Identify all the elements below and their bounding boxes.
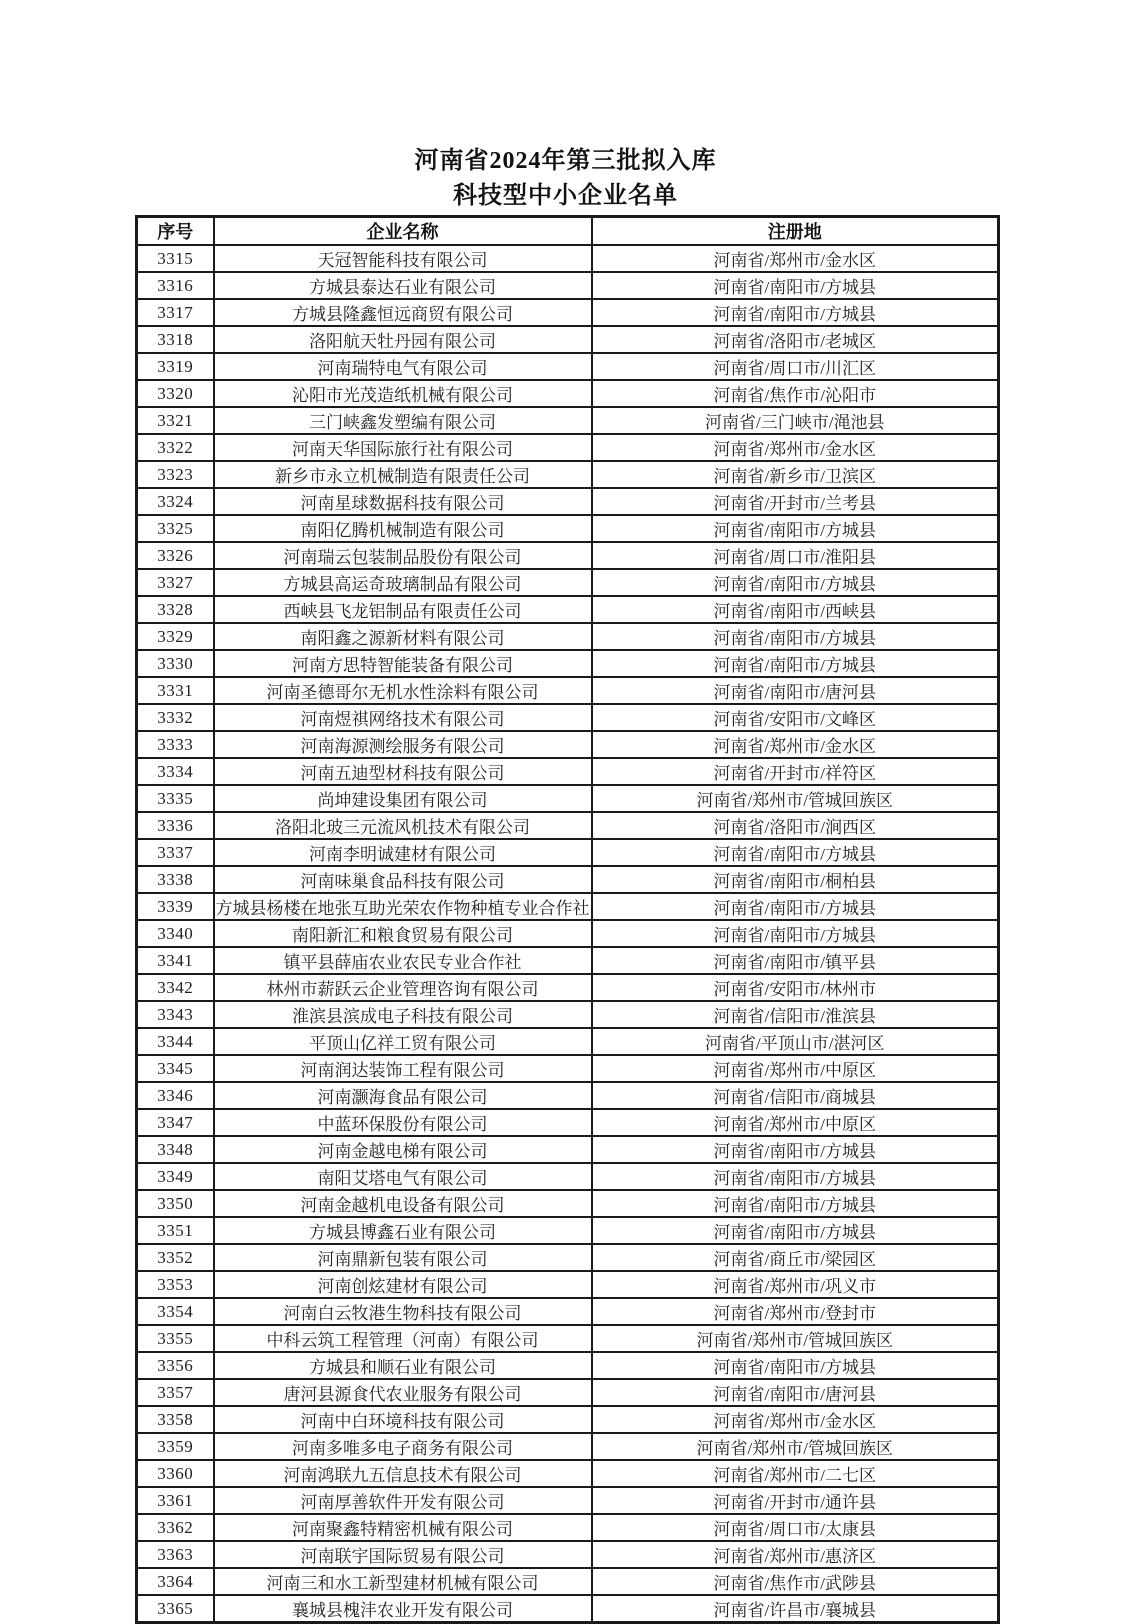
location-cell: 河南省/南阳市/方城县 [592, 650, 999, 677]
company-name-cell: 河南创炫建材有限公司 [214, 1271, 592, 1298]
location-cell: 河南省/南阳市/镇平县 [592, 947, 999, 974]
document-title [0, 144, 1131, 214]
serial-cell: 3355 [137, 1325, 214, 1352]
company-name-cell: 河南白云牧港生物科技有限公司 [214, 1298, 592, 1325]
location-cell: 河南省/南阳市/方城县 [592, 299, 999, 326]
serial-cell: 3350 [137, 1190, 214, 1217]
location-cell: 河南省/郑州市/金水区 [592, 434, 999, 461]
serial-cell: 3352 [137, 1244, 214, 1271]
company-name-cell: 河南方思特智能装备有限公司 [214, 650, 592, 677]
serial-cell: 3335 [137, 785, 214, 812]
location-cell: 河南省/南阳市/方城县 [592, 623, 999, 650]
serial-cell: 3327 [137, 569, 214, 596]
table-row [137, 1541, 999, 1568]
serial-cell: 3341 [137, 947, 214, 974]
table-row [137, 272, 999, 299]
serial-cell: 3329 [137, 623, 214, 650]
title-line-2: 科技型中小企业名单 [453, 183, 678, 209]
location-cell: 河南省/郑州市/二七区 [592, 1460, 999, 1487]
serial-cell: 3343 [137, 1001, 214, 1028]
location-cell: 河南省/南阳市/方城县 [592, 272, 999, 299]
table-row [137, 1028, 999, 1055]
location-cell: 河南省/南阳市/方城县 [592, 1217, 999, 1244]
table-row [137, 1514, 999, 1541]
serial-cell: 3339 [137, 893, 214, 920]
company-name-cell: 河南金越机电设备有限公司 [214, 1190, 592, 1217]
company-name-cell: 南阳艾塔电气有限公司 [214, 1163, 592, 1190]
serial-cell: 3332 [137, 704, 214, 731]
location-cell: 河南省/三门峡市/渑池县 [592, 407, 999, 434]
serial-cell: 3316 [137, 272, 214, 299]
company-name-cell: 河南星球数据科技有限公司 [214, 488, 592, 515]
company-name-cell: 河南鼎新包装有限公司 [214, 1244, 592, 1271]
location-cell: 河南省/洛阳市/老城区 [592, 326, 999, 353]
table-row [137, 245, 999, 272]
company-name-cell: 南阳亿腾机械制造有限公司 [214, 515, 592, 542]
serial-cell: 3351 [137, 1217, 214, 1244]
table-row [137, 326, 999, 353]
company-name-cell: 河南润达装饰工程有限公司 [214, 1055, 592, 1082]
company-name-cell: 河南联宇国际贸易有限公司 [214, 1541, 592, 1568]
company-name-cell: 南阳鑫之源新材料有限公司 [214, 623, 592, 650]
location-cell: 河南省/焦作市/沁阳市 [592, 380, 999, 407]
location-cell: 河南省/郑州市/金水区 [592, 1406, 999, 1433]
company-name-cell: 沁阳市光茂造纸机械有限公司 [214, 380, 592, 407]
location-cell: 河南省/新乡市/卫滨区 [592, 461, 999, 488]
table-row [137, 1379, 999, 1406]
company-name-cell: 中科云筑工程管理（河南）有限公司 [214, 1325, 592, 1352]
table-row [137, 650, 999, 677]
serial-cell: 3315 [137, 245, 214, 272]
table-row [137, 1082, 999, 1109]
serial-cell: 3333 [137, 731, 214, 758]
table-row [137, 569, 999, 596]
company-name-cell: 河南五迪型材科技有限公司 [214, 758, 592, 785]
serial-cell: 3320 [137, 380, 214, 407]
serial-cell: 3356 [137, 1352, 214, 1379]
location-cell: 河南省/开封市/通许县 [592, 1487, 999, 1514]
serial-cell: 3360 [137, 1460, 214, 1487]
serial-cell: 3362 [137, 1514, 214, 1541]
table-row [137, 353, 999, 380]
table-row [137, 1352, 999, 1379]
table-row [137, 299, 999, 326]
serial-cell: 3321 [137, 407, 214, 434]
table-row [137, 623, 999, 650]
table-row [137, 893, 999, 920]
company-name-cell: 方城县泰达石业有限公司 [214, 272, 592, 299]
company-name-cell: 河南煜祺网络技术有限公司 [214, 704, 592, 731]
location-cell: 河南省/郑州市/管城回族区 [592, 785, 999, 812]
company-name-cell: 河南中白环境科技有限公司 [214, 1406, 592, 1433]
header-registration-place: 注册地 [592, 217, 999, 246]
serial-cell: 3323 [137, 461, 214, 488]
table-row [137, 1217, 999, 1244]
location-cell: 河南省/郑州市/中原区 [592, 1055, 999, 1082]
table-row [137, 785, 999, 812]
location-cell: 河南省/南阳市/唐河县 [592, 1379, 999, 1406]
serial-cell: 3365 [137, 1595, 214, 1623]
table-row [137, 596, 999, 623]
table-header-row [137, 217, 999, 246]
table-row [137, 542, 999, 569]
serial-cell: 3317 [137, 299, 214, 326]
company-name-cell: 唐河县源食代农业服务有限公司 [214, 1379, 592, 1406]
company-name-cell: 方城县博鑫石业有限公司 [214, 1217, 592, 1244]
location-cell: 河南省/平顶山市/湛河区 [592, 1028, 999, 1055]
header-company-name: 企业名称 [214, 217, 592, 246]
table-row [137, 1136, 999, 1163]
company-name-cell: 河南瑞特电气有限公司 [214, 353, 592, 380]
location-cell: 河南省/南阳市/桐柏县 [592, 866, 999, 893]
location-cell: 河南省/南阳市/方城县 [592, 515, 999, 542]
table-row [137, 1568, 999, 1595]
company-name-cell: 西峡县飞龙铝制品有限责任公司 [214, 596, 592, 623]
location-cell: 河南省/安阳市/林州市 [592, 974, 999, 1001]
company-name-cell: 河南聚鑫特精密机械有限公司 [214, 1514, 592, 1541]
company-name-cell: 尚坤建设集团有限公司 [214, 785, 592, 812]
serial-cell: 3357 [137, 1379, 214, 1406]
company-name-cell: 河南金越电梯有限公司 [214, 1136, 592, 1163]
table-row [137, 461, 999, 488]
company-name-cell: 河南圣德哥尔无机水性涂料有限公司 [214, 677, 592, 704]
table-row [137, 974, 999, 1001]
serial-cell: 3361 [137, 1487, 214, 1514]
serial-cell: 3337 [137, 839, 214, 866]
table-row [137, 1055, 999, 1082]
serial-cell: 3326 [137, 542, 214, 569]
header-serial: 序号 [137, 217, 214, 246]
serial-cell: 3364 [137, 1568, 214, 1595]
company-name-cell: 河南鸿联九五信息技术有限公司 [214, 1460, 592, 1487]
company-name-cell: 三门峡鑫发塑编有限公司 [214, 407, 592, 434]
table-row [137, 839, 999, 866]
serial-cell: 3322 [137, 434, 214, 461]
serial-cell: 3342 [137, 974, 214, 1001]
location-cell: 河南省/郑州市/巩义市 [592, 1271, 999, 1298]
company-name-cell: 天冠智能科技有限公司 [214, 245, 592, 272]
company-name-cell: 方城县杨楼在地张互助光荣农作物种植专业合作社 [214, 893, 592, 920]
table-row [137, 812, 999, 839]
serial-cell: 3338 [137, 866, 214, 893]
table-row [137, 1433, 999, 1460]
company-name-cell: 河南灏海食品有限公司 [214, 1082, 592, 1109]
company-name-cell: 新乡市永立机械制造有限责任公司 [214, 461, 592, 488]
serial-cell: 3330 [137, 650, 214, 677]
location-cell: 河南省/郑州市/管城回族区 [592, 1433, 999, 1460]
serial-cell: 3347 [137, 1109, 214, 1136]
table-row [137, 1244, 999, 1271]
company-name-cell: 襄城县槐沣农业开发有限公司 [214, 1595, 592, 1623]
location-cell: 河南省/南阳市/方城县 [592, 569, 999, 596]
table-row [137, 1487, 999, 1514]
company-name-cell: 河南厚善软件开发有限公司 [214, 1487, 592, 1514]
location-cell: 河南省/郑州市/金水区 [592, 731, 999, 758]
serial-cell: 3353 [137, 1271, 214, 1298]
company-name-cell: 方城县高运奇玻璃制品有限公司 [214, 569, 592, 596]
location-cell: 河南省/南阳市/西峡县 [592, 596, 999, 623]
table-row [137, 515, 999, 542]
location-cell: 河南省/信阳市/商城县 [592, 1082, 999, 1109]
serial-cell: 3354 [137, 1298, 214, 1325]
company-name-cell: 南阳新汇和粮食贸易有限公司 [214, 920, 592, 947]
table-row [137, 1109, 999, 1136]
table-row [137, 1406, 999, 1433]
location-cell: 河南省/郑州市/惠济区 [592, 1541, 999, 1568]
serial-cell: 3325 [137, 515, 214, 542]
company-name-cell: 中蓝环保股份有限公司 [214, 1109, 592, 1136]
location-cell: 河南省/南阳市/方城县 [592, 1190, 999, 1217]
serial-cell: 3348 [137, 1136, 214, 1163]
table-row [137, 947, 999, 974]
serial-cell: 3318 [137, 326, 214, 353]
location-cell: 河南省/周口市/淮阳县 [592, 542, 999, 569]
location-cell: 河南省/郑州市/中原区 [592, 1109, 999, 1136]
location-cell: 河南省/焦作市/武陟县 [592, 1568, 999, 1595]
location-cell: 河南省/郑州市/管城回族区 [592, 1325, 999, 1352]
company-name-cell: 河南三和水工新型建材机械有限公司 [214, 1568, 592, 1595]
company-name-cell: 河南味巢食品科技有限公司 [214, 866, 592, 893]
location-cell: 河南省/郑州市/登封市 [592, 1298, 999, 1325]
location-cell: 河南省/许昌市/襄城县 [592, 1595, 999, 1623]
company-name-cell: 河南李明诚建材有限公司 [214, 839, 592, 866]
location-cell: 河南省/南阳市/方城县 [592, 1352, 999, 1379]
company-name-cell: 河南瑞云包装制品股份有限公司 [214, 542, 592, 569]
serial-cell: 3346 [137, 1082, 214, 1109]
title-line-1: 河南省2024年第三批拟入库 [414, 148, 717, 174]
company-name-cell: 河南多唯多电子商务有限公司 [214, 1433, 592, 1460]
company-name-cell: 方城县和顺石业有限公司 [214, 1352, 592, 1379]
table-row [137, 1595, 999, 1623]
companies-table [135, 215, 1000, 1624]
company-name-cell: 林州市薪跃云企业管理咨询有限公司 [214, 974, 592, 1001]
location-cell: 河南省/南阳市/方城县 [592, 920, 999, 947]
serial-cell: 3331 [137, 677, 214, 704]
table-row [137, 866, 999, 893]
serial-cell: 3344 [137, 1028, 214, 1055]
location-cell: 河南省/商丘市/梁园区 [592, 1244, 999, 1271]
location-cell: 河南省/信阳市/淮滨县 [592, 1001, 999, 1028]
serial-cell: 3328 [137, 596, 214, 623]
location-cell: 河南省/南阳市/唐河县 [592, 677, 999, 704]
serial-cell: 3319 [137, 353, 214, 380]
table-row [137, 1163, 999, 1190]
location-cell: 河南省/安阳市/文峰区 [592, 704, 999, 731]
serial-cell: 3349 [137, 1163, 214, 1190]
table-row [137, 380, 999, 407]
table-row [137, 731, 999, 758]
serial-cell: 3336 [137, 812, 214, 839]
location-cell: 河南省/洛阳市/涧西区 [592, 812, 999, 839]
location-cell: 河南省/周口市/太康县 [592, 1514, 999, 1541]
location-cell: 河南省/周口市/川汇区 [592, 353, 999, 380]
serial-cell: 3334 [137, 758, 214, 785]
company-name-cell: 河南海源测绘服务有限公司 [214, 731, 592, 758]
company-name-cell: 镇平县薛庙农业农民专业合作社 [214, 947, 592, 974]
serial-cell: 3363 [137, 1541, 214, 1568]
table-row [137, 1001, 999, 1028]
table-row [137, 1190, 999, 1217]
table-row [137, 434, 999, 461]
serial-cell: 3345 [137, 1055, 214, 1082]
location-cell: 河南省/南阳市/方城县 [592, 893, 999, 920]
table-row [137, 920, 999, 947]
table-body [137, 245, 999, 1623]
table-row [137, 1325, 999, 1352]
location-cell: 河南省/开封市/兰考县 [592, 488, 999, 515]
location-cell: 河南省/郑州市/金水区 [592, 245, 999, 272]
table-row [137, 1298, 999, 1325]
table-row [137, 704, 999, 731]
serial-cell: 3358 [137, 1406, 214, 1433]
table-row [137, 488, 999, 515]
company-name-cell: 河南天华国际旅行社有限公司 [214, 434, 592, 461]
company-name-cell: 洛阳北玻三元流风机技术有限公司 [214, 812, 592, 839]
company-name-cell: 洛阳航天牡丹园有限公司 [214, 326, 592, 353]
table-row [137, 1460, 999, 1487]
table-row [137, 1271, 999, 1298]
company-name-cell: 淮滨县滨成电子科技有限公司 [214, 1001, 592, 1028]
table-row [137, 407, 999, 434]
company-name-cell: 方城县隆鑫恒远商贸有限公司 [214, 299, 592, 326]
serial-cell: 3340 [137, 920, 214, 947]
serial-cell: 3324 [137, 488, 214, 515]
location-cell: 河南省/开封市/祥符区 [592, 758, 999, 785]
location-cell: 河南省/南阳市/方城县 [592, 839, 999, 866]
company-name-cell: 平顶山亿祥工贸有限公司 [214, 1028, 592, 1055]
location-cell: 河南省/南阳市/方城县 [592, 1136, 999, 1163]
table-row [137, 758, 999, 785]
table-row [137, 677, 999, 704]
location-cell: 河南省/南阳市/方城县 [592, 1163, 999, 1190]
serial-cell: 3359 [137, 1433, 214, 1460]
